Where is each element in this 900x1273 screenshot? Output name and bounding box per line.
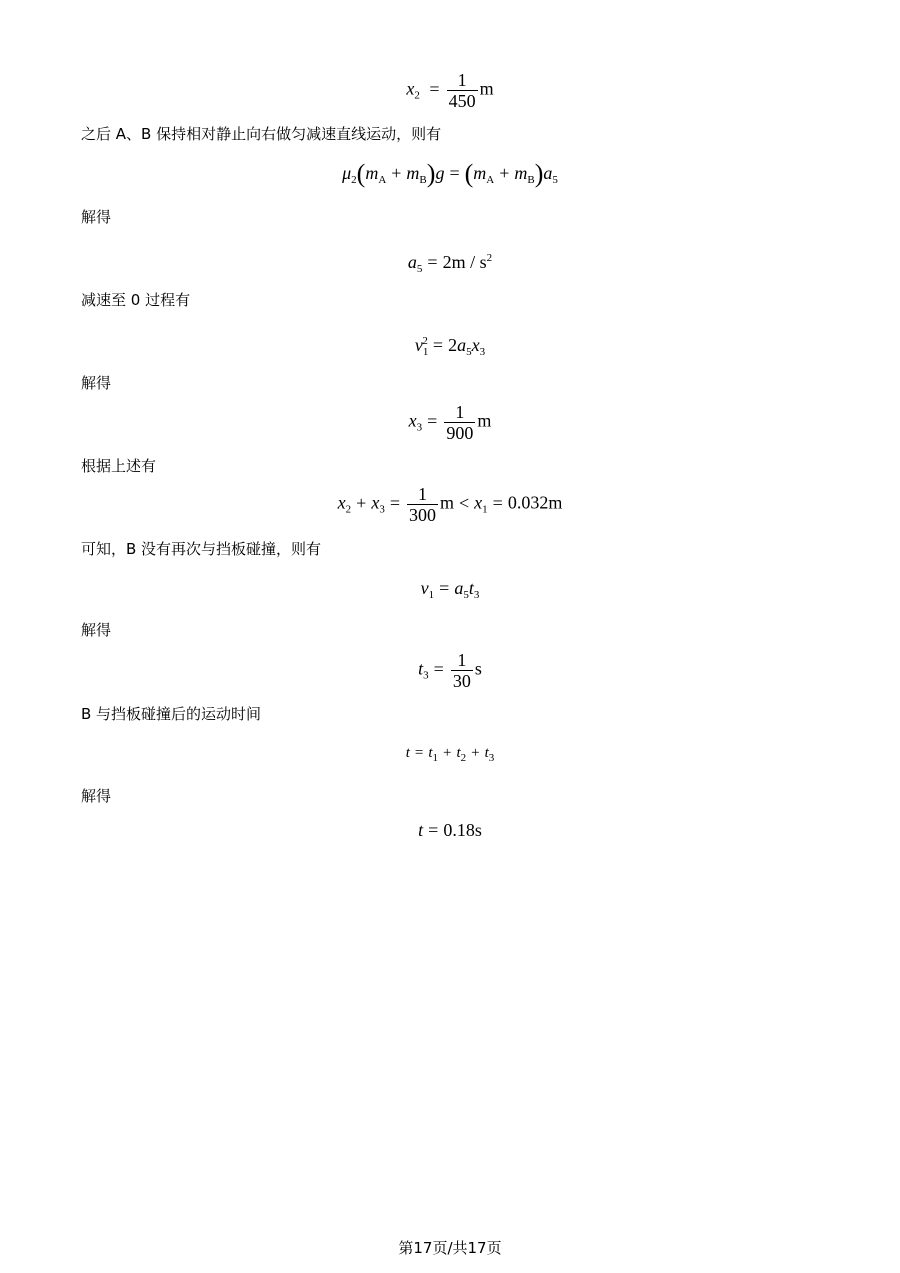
paragraph: 之后 A、B 保持相对静止向右做匀减速直线运动，则有 <box>81 125 442 143</box>
paragraph: 减速至 0 过程有 <box>81 291 191 309</box>
sub: 1 <box>432 752 439 764</box>
sub: 5 <box>463 589 469 601</box>
equals-sign: = <box>428 820 439 840</box>
sub: 5 <box>552 174 558 186</box>
page-number: 第17页/共17页 <box>398 1239 502 1257</box>
var-a: a <box>543 163 553 183</box>
var-x: x <box>371 492 380 513</box>
numerator: 1 <box>457 70 467 90</box>
equals-sign: = <box>429 78 440 99</box>
paren: ( <box>356 159 366 188</box>
equation-v1-squared <box>0 330 900 363</box>
sub: 3 <box>473 589 480 601</box>
sup: 2 <box>486 252 493 264</box>
denominator: 30 <box>452 671 471 691</box>
fraction <box>407 484 438 525</box>
value: 0.18s <box>443 820 482 840</box>
fraction <box>444 402 475 443</box>
plus: + <box>391 163 402 183</box>
var-t: t <box>405 745 410 761</box>
sup: 2 <box>422 335 428 347</box>
less-than: < <box>459 492 470 513</box>
numerator: 1 <box>417 484 427 504</box>
sub: 1 <box>482 503 488 516</box>
sub: 5 <box>416 263 423 275</box>
var-x: x <box>471 335 480 355</box>
var-v: v <box>414 335 423 355</box>
sub: A <box>486 174 495 186</box>
sub: 5 <box>466 346 472 358</box>
numerator: 1 <box>455 402 465 422</box>
unit: s <box>474 658 482 679</box>
sub: 3 <box>416 421 423 434</box>
unit: m <box>477 410 492 431</box>
plus: + <box>356 492 367 513</box>
numerator: 1 <box>457 650 467 670</box>
unit: m <box>439 492 454 513</box>
sub: 2 <box>460 752 467 764</box>
value: 0.032m <box>507 492 563 513</box>
var-t: t <box>456 745 461 761</box>
equation-total-time <box>0 742 900 769</box>
sub: 2 <box>345 503 352 516</box>
paragraph: 解得 <box>81 621 112 639</box>
paren: ( <box>464 159 474 188</box>
var-m: m <box>473 163 487 183</box>
sub: B <box>419 174 427 186</box>
equation-v1 <box>0 577 900 606</box>
equation-t-value <box>0 819 900 841</box>
var-m: m <box>406 163 420 183</box>
equals-sign: = <box>433 658 444 679</box>
sub: 2 <box>351 174 357 186</box>
equation-x3 <box>0 402 900 443</box>
var-t: t <box>428 745 433 761</box>
paragraph: 根据上述有 <box>81 457 157 475</box>
paragraph: 解得 <box>81 374 112 392</box>
var-x: x <box>406 78 415 99</box>
equals-sign: = <box>439 578 450 598</box>
sub: A <box>378 174 387 186</box>
var-t: t <box>468 578 474 598</box>
var-x: x <box>408 410 417 431</box>
var-m: m <box>365 163 379 183</box>
value: 2m / s <box>442 252 487 272</box>
sub: 3 <box>488 752 495 764</box>
var-a: a <box>454 578 464 598</box>
paragraph: 可知，B 没有再次与挡板碰撞，则有 <box>81 540 322 558</box>
equals-sign: = <box>427 252 438 272</box>
paragraph: 解得 <box>81 787 112 805</box>
sub: 3 <box>379 503 385 516</box>
var-a: a <box>457 335 467 355</box>
fraction <box>451 650 473 691</box>
var-x: x <box>474 492 483 513</box>
paragraph: B 与挡板碰撞后的运动时间 <box>81 705 262 723</box>
sub: 3 <box>479 346 486 358</box>
denominator: 300 <box>408 505 436 525</box>
equation-friction <box>0 159 900 191</box>
var-m: m <box>514 163 528 183</box>
denominator: 900 <box>446 423 474 443</box>
equation-t3 <box>0 650 900 691</box>
var-x: x <box>337 492 346 513</box>
plus: + <box>471 745 480 761</box>
var-a: a <box>407 252 417 272</box>
fraction <box>447 70 478 111</box>
sub: 3 <box>423 669 429 682</box>
var-v: v <box>420 578 429 598</box>
equals-sign: = <box>427 410 438 431</box>
var-t: t <box>418 820 424 840</box>
equals-sign: = <box>449 163 460 183</box>
sub: 1 <box>428 589 435 601</box>
denominator: 450 <box>448 91 476 111</box>
var-t: t <box>418 658 424 679</box>
equation-sum <box>0 484 900 525</box>
sub: 1 <box>422 346 429 358</box>
sub: B <box>527 174 535 186</box>
paragraph: 解得 <box>81 208 112 226</box>
var-mu: μ <box>342 163 352 183</box>
paren: ) <box>534 159 544 188</box>
equals-sign: = <box>492 492 503 513</box>
var-g: g <box>435 163 445 183</box>
equals-sign: = <box>414 745 424 761</box>
equation-x2 <box>0 70 900 111</box>
sub: 2 <box>414 89 420 102</box>
equation-a5 <box>0 247 900 280</box>
plus: + <box>499 163 510 183</box>
paren: ) <box>426 159 436 188</box>
equals-sign: = <box>432 335 444 355</box>
var-t: t <box>484 745 489 761</box>
equals-sign: = <box>389 492 400 513</box>
coef: 2 <box>448 335 458 355</box>
plus: + <box>443 745 452 761</box>
unit: m <box>479 78 494 99</box>
